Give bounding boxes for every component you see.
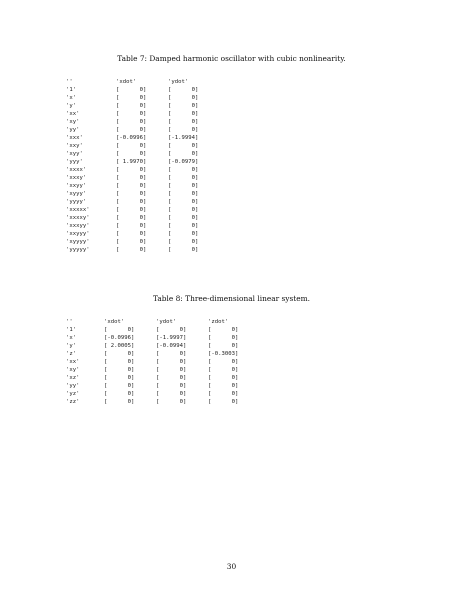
term-label-cell: 'xxy' bbox=[66, 143, 83, 149]
table-row bbox=[66, 142, 218, 150]
table-row bbox=[66, 150, 218, 158]
coefficient-cell: [ 0] bbox=[168, 127, 199, 133]
coefficient-cell: [ 0] bbox=[168, 223, 199, 229]
table-8-linear-system bbox=[66, 318, 258, 406]
coefficient-cell: [ 0] bbox=[116, 223, 147, 229]
coefficient-cell: [ 0] bbox=[208, 327, 239, 333]
term-label-cell: 'zz' bbox=[66, 399, 80, 405]
table-row bbox=[66, 390, 258, 398]
term-label-cell: 'y' bbox=[66, 343, 77, 349]
term-label-cell: 'xxyy' bbox=[66, 183, 87, 189]
table-row bbox=[66, 190, 218, 198]
coefficient-cell: [ 0] bbox=[168, 111, 199, 117]
coefficient-cell: [-0.0994] bbox=[156, 343, 187, 349]
coefficient-cell: [ 0] bbox=[208, 391, 239, 397]
table-header-row bbox=[66, 78, 218, 86]
column-header: 'xdot' bbox=[104, 319, 125, 325]
column-header: 'zdot' bbox=[208, 319, 229, 325]
coefficient-cell: [ 0] bbox=[104, 399, 135, 405]
column-header: 'xdot' bbox=[116, 79, 137, 85]
table-row bbox=[66, 126, 218, 134]
term-label-cell: 'xz' bbox=[66, 375, 80, 381]
table-row bbox=[66, 350, 258, 358]
term-label-cell: 'xxyyy' bbox=[66, 231, 90, 237]
coefficient-cell: [ 0] bbox=[168, 87, 199, 93]
table-row bbox=[66, 174, 218, 182]
term-label-cell: 'xx' bbox=[66, 111, 80, 117]
page-number: 30 bbox=[226, 562, 237, 571]
coefficient-cell: [ 0] bbox=[156, 359, 187, 365]
coefficient-cell: [ 0] bbox=[168, 183, 199, 189]
coefficient-cell: [ 0] bbox=[208, 343, 239, 349]
coefficient-cell: [ 0] bbox=[168, 239, 199, 245]
table-row bbox=[66, 118, 218, 126]
table-row bbox=[66, 222, 218, 230]
term-label-cell: 'xxxxy' bbox=[66, 215, 90, 221]
coefficient-cell: [ 0] bbox=[208, 399, 239, 405]
table-header bbox=[66, 318, 258, 326]
coefficient-cell: [ 0] bbox=[116, 207, 147, 213]
coefficient-cell: [ 0] bbox=[156, 351, 187, 357]
table-body bbox=[66, 86, 218, 254]
coefficient-cell: [ 2.0005] bbox=[104, 343, 135, 349]
coefficient-cell: [ 0] bbox=[208, 383, 239, 389]
coefficient-cell: [ 0] bbox=[168, 143, 199, 149]
term-label-cell: 'xxxy' bbox=[66, 175, 87, 181]
coefficient-cell: [ 0] bbox=[104, 391, 135, 397]
term-label-cell: 'yyyy' bbox=[66, 199, 87, 205]
term-label-cell: 'xxxx' bbox=[66, 167, 87, 173]
table-7-caption: Table 7: Damped harmonic oscillator with cubic nonlinearity. bbox=[117, 54, 346, 63]
coefficient-cell: [ 0] bbox=[208, 335, 239, 341]
table-7-damped-oscillator bbox=[66, 78, 218, 254]
coefficient-cell: [-1.9994] bbox=[168, 135, 199, 141]
coefficient-cell: [-1.9997] bbox=[156, 335, 187, 341]
term-label-cell: '1' bbox=[66, 327, 77, 333]
term-label-cell: 'xxxyy' bbox=[66, 223, 90, 229]
term-label-cell: 'yz' bbox=[66, 391, 80, 397]
coefficient-cell: [ 0] bbox=[168, 191, 199, 197]
coefficient-cell: [ 0] bbox=[168, 175, 199, 181]
coefficient-cell: [ 0] bbox=[116, 175, 147, 181]
table-row bbox=[66, 230, 218, 238]
term-label-cell: 'yy' bbox=[66, 383, 80, 389]
coefficient-cell: [ 0] bbox=[116, 231, 147, 237]
coefficient-cell: [ 1.9970] bbox=[116, 159, 147, 165]
coefficient-cell: [ 0] bbox=[156, 367, 187, 373]
term-label-cell: '1' bbox=[66, 87, 77, 93]
coefficient-cell: [ 0] bbox=[116, 127, 147, 133]
table-row bbox=[66, 134, 218, 142]
table-row bbox=[66, 382, 258, 390]
coefficient-cell: [ 0] bbox=[104, 327, 135, 333]
coefficient-cell: [ 0] bbox=[116, 183, 147, 189]
table-row bbox=[66, 334, 258, 342]
term-label-cell: 'xxxxx' bbox=[66, 207, 90, 213]
table-row bbox=[66, 342, 258, 350]
coefficient-cell: [ 0] bbox=[116, 167, 147, 173]
coefficient-cell: [ 0] bbox=[116, 119, 147, 125]
term-label-cell: 'y' bbox=[66, 103, 77, 109]
coefficient-cell: [ 0] bbox=[116, 215, 147, 221]
table-row bbox=[66, 166, 218, 174]
coefficient-cell: [ 0] bbox=[208, 375, 239, 381]
table-body bbox=[66, 326, 258, 406]
coefficient-cell: [-0.0996] bbox=[116, 135, 147, 141]
column-header: '' bbox=[66, 79, 73, 85]
coefficient-cell: [ 0] bbox=[116, 199, 147, 205]
coefficient-cell: [-0.0979] bbox=[168, 159, 199, 165]
term-label-cell: 'xyyyy' bbox=[66, 239, 90, 245]
table-row bbox=[66, 182, 218, 190]
coefficient-cell: [ 0] bbox=[168, 119, 199, 125]
coefficient-cell: [ 0] bbox=[208, 359, 239, 365]
table-8-caption: Table 8: Three-dimensional linear system. bbox=[153, 294, 310, 303]
coefficient-cell: [ 0] bbox=[116, 103, 147, 109]
coefficient-cell: [ 0] bbox=[116, 95, 147, 101]
column-header: 'ydot' bbox=[168, 79, 189, 85]
table-row bbox=[66, 358, 258, 366]
term-label-cell: 'xy' bbox=[66, 119, 80, 125]
coefficient-cell: [ 0] bbox=[116, 247, 147, 253]
table-row bbox=[66, 158, 218, 166]
table-header-row bbox=[66, 318, 258, 326]
coefficient-cell: [ 0] bbox=[168, 151, 199, 157]
coefficient-cell: [ 0] bbox=[168, 199, 199, 205]
term-label-cell: 'x' bbox=[66, 335, 77, 341]
coefficient-cell: [ 0] bbox=[156, 399, 187, 405]
term-label-cell: 'xy' bbox=[66, 367, 80, 373]
table-header bbox=[66, 78, 218, 86]
table-row bbox=[66, 366, 258, 374]
term-label-cell: 'xx' bbox=[66, 359, 80, 365]
term-label-cell: 'xxx' bbox=[66, 135, 83, 141]
coefficient-cell: [ 0] bbox=[104, 367, 135, 373]
term-label-cell: 'z' bbox=[66, 351, 77, 357]
column-header: 'ydot' bbox=[156, 319, 177, 325]
coefficient-cell: [ 0] bbox=[156, 327, 187, 333]
term-label-cell: 'yy' bbox=[66, 127, 80, 133]
coefficient-cell: [ 0] bbox=[168, 247, 199, 253]
coefficient-cell: [-0.0996] bbox=[104, 335, 135, 341]
table-row bbox=[66, 246, 218, 254]
table-row bbox=[66, 398, 258, 406]
table-row bbox=[66, 86, 218, 94]
coefficient-cell: [ 0] bbox=[116, 151, 147, 157]
coefficient-cell: [ 0] bbox=[104, 351, 135, 357]
coefficient-cell: [ 0] bbox=[116, 111, 147, 117]
coefficient-cell: [ 0] bbox=[116, 87, 147, 93]
coefficient-cell: [ 0] bbox=[208, 367, 239, 373]
coefficient-cell: [ 0] bbox=[104, 383, 135, 389]
coefficient-cell: [ 0] bbox=[104, 375, 135, 381]
table-row bbox=[66, 110, 218, 118]
column-header: '' bbox=[66, 319, 73, 325]
coefficient-cell: [-0.3003] bbox=[208, 351, 239, 357]
table-row bbox=[66, 206, 218, 214]
term-label-cell: 'yyyyy' bbox=[66, 247, 90, 253]
coefficient-cell: [ 0] bbox=[116, 143, 147, 149]
coefficient-cell: [ 0] bbox=[116, 191, 147, 197]
coefficient-cell: [ 0] bbox=[156, 391, 187, 397]
coefficient-cell: [ 0] bbox=[168, 103, 199, 109]
term-label-cell: 'xyy' bbox=[66, 151, 83, 157]
term-label-cell: 'x' bbox=[66, 95, 77, 101]
coefficient-cell: [ 0] bbox=[168, 231, 199, 237]
term-label-cell: 'yyy' bbox=[66, 159, 83, 165]
table-row bbox=[66, 94, 218, 102]
table-row bbox=[66, 102, 218, 110]
table-row bbox=[66, 198, 218, 206]
table-row bbox=[66, 238, 218, 246]
table-row bbox=[66, 374, 258, 382]
table-row bbox=[66, 326, 258, 334]
coefficient-cell: [ 0] bbox=[156, 383, 187, 389]
table-row bbox=[66, 214, 218, 222]
coefficient-cell: [ 0] bbox=[168, 207, 199, 213]
coefficient-cell: [ 0] bbox=[168, 167, 199, 173]
coefficient-cell: [ 0] bbox=[116, 239, 147, 245]
coefficient-cell: [ 0] bbox=[104, 359, 135, 365]
coefficient-cell: [ 0] bbox=[168, 215, 199, 221]
coefficient-cell: [ 0] bbox=[156, 375, 187, 381]
coefficient-cell: [ 0] bbox=[168, 95, 199, 101]
term-label-cell: 'xyyy' bbox=[66, 191, 87, 197]
